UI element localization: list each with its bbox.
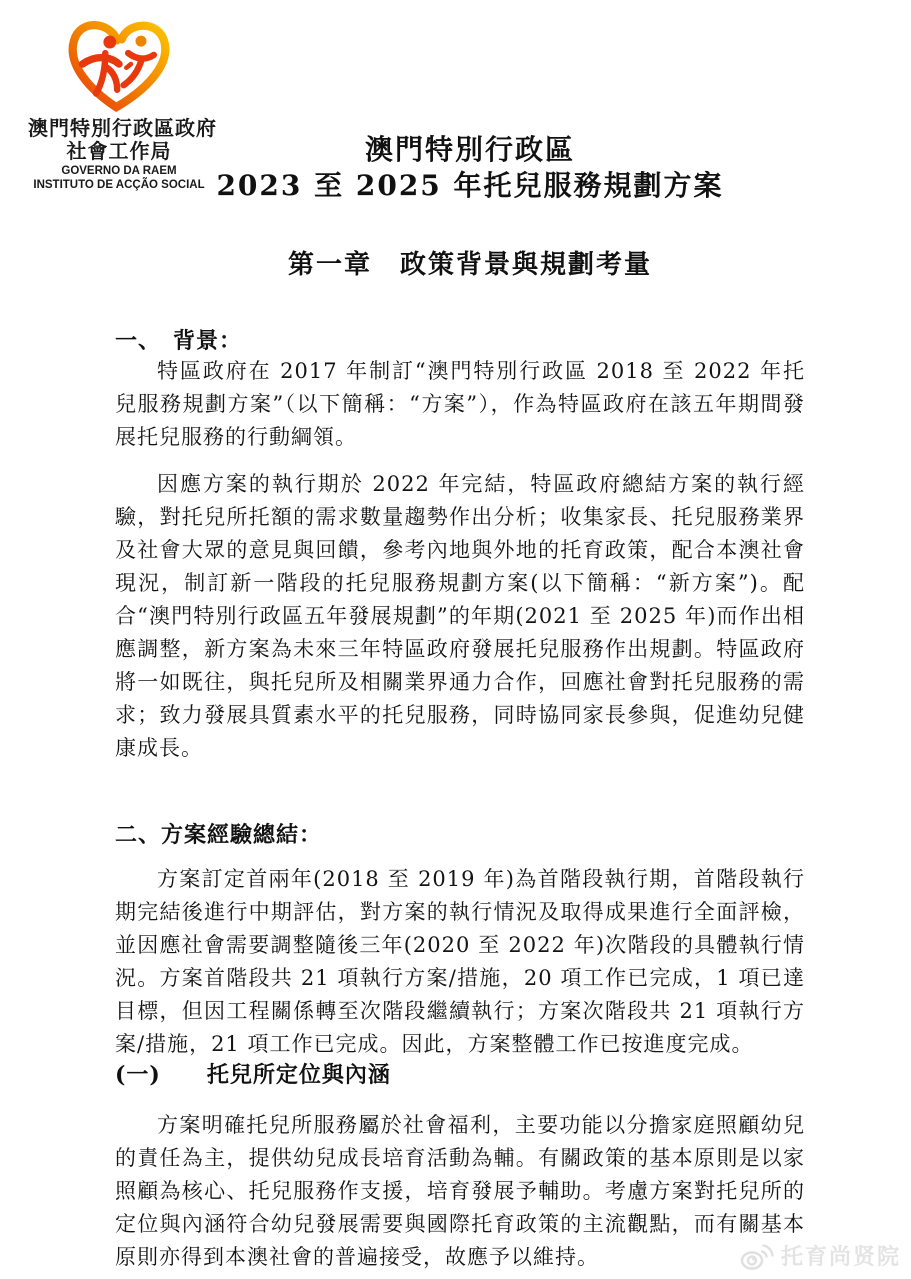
watermark-text: 托育尚贤院 <box>780 1245 901 1270</box>
watermark <box>740 1240 901 1271</box>
org-name-pt-line1: GOVERNO DA RAEM <box>61 165 177 177</box>
chapter-heading: 第一章 政策背景與規劃考量 <box>287 250 652 280</box>
section-2-paragraph-1: 方案訂定首兩年(2018 至 2019 年)為首階段執行期，首階段執行期完結後進行中期評估，對方案的執行情況及取得成果進行全面評檢，並因應社會需要調整隨後三年(2020 至 2022 年)次階段的具體執行情況。方案首階段共 21 項執行方案/措施，20 項工作已完成，1 項已達目標，但因工程關係轉至次階段繼續執行；方案次階段共 21 項執行方案/措施，21 項工作已完成。因此，方案整體工作已按進度完成。 <box>115 867 805 1056</box>
section-nursery-positioning <box>115 1061 805 1274</box>
org-name-pt-line2: INSTITUTO DE ACÇÃO SOCIAL <box>33 179 205 191</box>
section-plan-summary <box>115 821 805 1061</box>
section-background <box>115 327 805 765</box>
section-1-heading: 一、 背景： <box>115 328 243 354</box>
section-3-heading: (一) 托兒所定位與內涵 <box>115 1062 391 1088</box>
section-2-heading: 二、方案經驗總結： <box>115 822 323 848</box>
weibo-icon <box>740 1241 776 1271</box>
heart-logo-icon <box>64 16 174 114</box>
document-title <box>130 0 810 204</box>
agency-logo-block <box>28 16 217 192</box>
section-1-paragraph-1: 特區政府在 2017 年制訂“澳門特別行政區 2018 至 2022 年托兒服務規劃方案”（以下簡稱：“方案”），作為特區政府在該五年期間發展托兒服務的行動綱領。 <box>115 359 805 449</box>
document-body <box>0 327 911 1274</box>
title-line-2: 2023 至 2025 年托兒服務規劃方案 <box>216 169 724 202</box>
org-name-zh-line2: 社會工作局 <box>66 141 172 163</box>
section-1-paragraph-2: 因應方案的執行期於 2022 年完結，特區政府總結方案的執行經驗，對托兒所托額的需求數量趨勢作出分析；收集家長、托兒服務業界及社會大眾的意見與回饋，參考內地與外地的托育政策，配合本澳社會現況，制訂新一階段的托兒服務規劃方案(以下簡稱：“新方案”)。配合“澳門特別行政區五年發展規劃”的年期(2021 至 2025 年)而作出相應調整，新方案為未來三年特區政府發展托兒服務作出規劃。特區政府將一如既往，與托兒所及相關業界通力合作，回應社會對托兒服務的需求；致力發展具質素水平的托兒服務，同時協同家長參與，促進幼兒健康成長。 <box>115 472 805 760</box>
org-name-zh-line1: 澳門特別行政區政府 <box>28 118 217 140</box>
title-line-1: 澳門特別行政區 <box>364 133 575 166</box>
section-3-paragraph-1: 方案明確托兒所服務屬於社會福利，主要功能以分擔家庭照顧幼兒的責任為主，提供幼兒成長培育活動為輔。有關政策的基本原則是以家照顧為核心、托兒服務作支援，培育發展予輔助。考慮方案對托兒所的定位與內涵符合幼兒發展需要與國際托育政策的主流觀點，而有關基本原則亦得到本澳社會的普遍接受，故應予以維持。 <box>115 1113 805 1269</box>
